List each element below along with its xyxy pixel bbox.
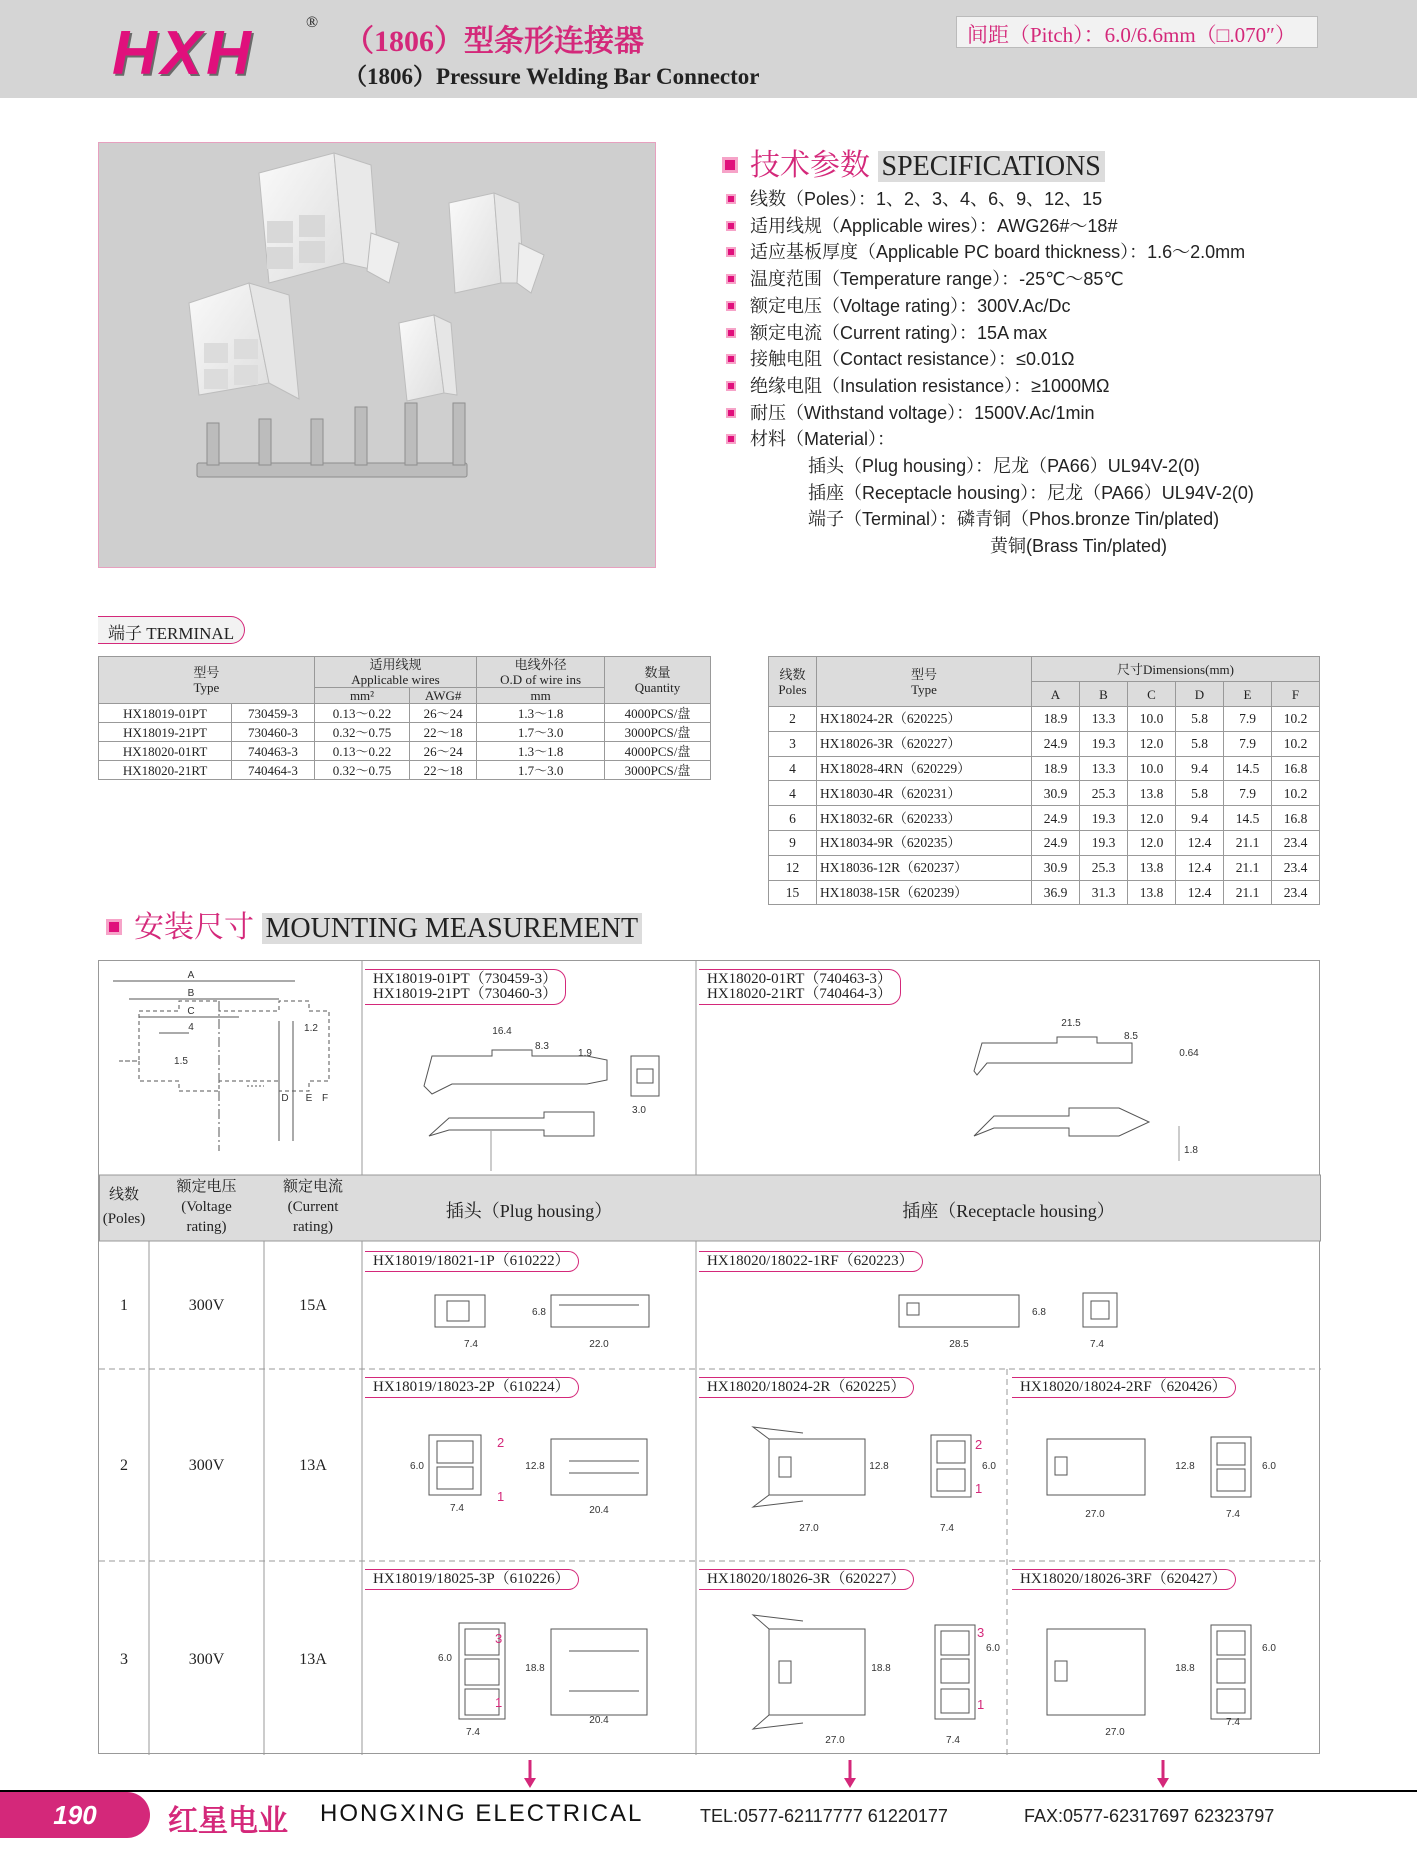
spec-list: [726, 186, 1254, 560]
table-row: [99, 761, 711, 780]
spec-item: 额定电压（Voltage rating）：300V.Ac/Dc: [726, 293, 1254, 320]
table-row: [99, 704, 711, 723]
dim-b: B: [187, 988, 195, 999]
th-qty-en: Quantity: [634, 680, 681, 695]
pin-number: 2: [975, 1437, 983, 1452]
dim-d: D: [281, 1093, 289, 1104]
table-cell: 1.3～1.8: [477, 742, 605, 761]
th-awg: AWG#: [410, 688, 477, 704]
plug-2p-label: HX18019/18023-2P（610224）: [365, 1377, 579, 1398]
receptacle-2r-label: HX18020/18024-2R（620225）: [699, 1377, 914, 1398]
table-cell: 13.3: [1080, 756, 1128, 781]
receptacle-1rf-drawing: [899, 1293, 1117, 1327]
dim-28-5: 28.5: [949, 1339, 969, 1350]
table-cell: 19.3: [1080, 806, 1128, 831]
th-dim-col: A: [1032, 682, 1080, 707]
table-cell: HX18030-4R（620231）: [816, 781, 1031, 806]
telephone: TEL:0577-62117777 61220177: [700, 1806, 948, 1826]
dim-6-0: 6.0: [438, 1653, 452, 1664]
table-cell: 0.32～0.75: [314, 723, 409, 742]
receptacle-3rf-drawing: [1047, 1625, 1251, 1719]
plug-3p-drawing: [459, 1623, 647, 1719]
pcb-layout-drawing: [113, 981, 329, 1151]
dim-27-0: 27.0: [825, 1735, 845, 1746]
dim-1-8: 1.8: [1184, 1145, 1198, 1156]
plug-1p-label: HX18019/18021-1P（610222）: [365, 1251, 579, 1272]
table-cell: 30.9: [1032, 855, 1080, 880]
th-dimensions: 尺寸Dimensions(mm): [1032, 657, 1320, 682]
dim-1-9: 1.9: [578, 1048, 592, 1059]
mounting-grid: [99, 961, 1321, 1755]
table-cell: 12.4: [1176, 855, 1224, 880]
table-cell: 24.9: [1032, 806, 1080, 831]
table-cell: 730460-3: [232, 723, 315, 742]
dim-0-64: 0.64: [1179, 1048, 1199, 1059]
th-type: 型号: [910, 666, 937, 682]
table-cell: HX18032-6R（620233）: [816, 806, 1031, 831]
th-od-en: O.D of wire ins: [500, 672, 582, 687]
dim-3-0: 3.0: [632, 1105, 646, 1116]
dim-1-2: 1.2: [304, 1023, 318, 1034]
table-cell: 23.4: [1272, 855, 1320, 880]
table-cell: 16.8: [1272, 756, 1320, 781]
dim-a: A: [187, 970, 195, 981]
dim-20-4: 20.4: [589, 1715, 609, 1726]
table-cell: 4: [769, 781, 817, 806]
table-cell: 9: [769, 830, 817, 855]
table-cell: 18.9: [1032, 756, 1080, 781]
terminal-label: 端子 TERMINAL: [98, 616, 245, 644]
pin-number: 1: [497, 1489, 505, 1504]
dim-27-0: 27.0: [799, 1523, 819, 1534]
th-dim-col: B: [1080, 682, 1128, 707]
dim-27-0: 27.0: [1105, 1727, 1125, 1738]
th-current: 额定电流 (Current rating): [282, 1179, 343, 1235]
table-cell: 31.3: [1080, 880, 1128, 905]
th-receptacle-housing: 插座（Receptacle housing）: [902, 1201, 1115, 1221]
th-type: 型号: [193, 665, 220, 680]
dim-7-4: 7.4: [1226, 1509, 1240, 1520]
terminal-drawing-2: [974, 1037, 1179, 1161]
spec-item: 适用线规（Applicable wires）：AWG26#～18#: [726, 213, 1254, 240]
receptacle-3r-label: HX18020/18026-3R（620227）: [699, 1569, 914, 1590]
product-photo: [98, 142, 656, 568]
table-cell: 19.3: [1080, 830, 1128, 855]
dim-18-8: 18.8: [525, 1663, 545, 1674]
dim-6-0: 6.0: [982, 1461, 996, 1472]
dim-8-3: 8.3: [535, 1041, 549, 1052]
table-cell: 21.1: [1224, 830, 1272, 855]
table-cell: HX18036-12R（620237）: [816, 855, 1031, 880]
dim-12-8: 12.8: [869, 1461, 889, 1472]
specs-heading-cn: 技术参数: [750, 149, 870, 182]
table-row: [769, 855, 1320, 880]
table-cell: HX18026-3R（620227）: [816, 731, 1031, 756]
registered-mark: ®: [306, 14, 319, 31]
material-item: 插头（Plug housing）：尼龙（PA66）UL94V-2(0): [808, 456, 1200, 477]
dim-1-5: 1.5: [174, 1056, 188, 1067]
table-row: [769, 707, 1320, 732]
dim-6-0: 6.0: [410, 1461, 424, 1472]
table-cell: 7.9: [1224, 707, 1272, 732]
dim-18-8: 18.8: [871, 1663, 891, 1674]
fax: FAX:0577-62317697 62323797: [1024, 1806, 1275, 1826]
dim-12-8: 12.8: [525, 1461, 545, 1472]
dim-4: 4: [188, 1022, 194, 1033]
th-mm: mm²: [314, 688, 409, 704]
table-cell: 12: [769, 855, 817, 880]
th-dim-col: E: [1224, 682, 1272, 707]
receptacle-2rf-label: HX18020/18024-2RF（620426）: [1012, 1377, 1236, 1398]
dim-6-8: 6.8: [1032, 1307, 1046, 1318]
table-cell: 14.5: [1224, 756, 1272, 781]
terminal-drawing-1: [424, 1050, 659, 1171]
table-cell: 10.0: [1128, 756, 1176, 781]
specs-heading-en: SPECIFICATIONS: [878, 151, 1105, 182]
th-dim-col: F: [1272, 682, 1320, 707]
th-qty: 数量: [644, 665, 671, 680]
down-arrows: [500, 1756, 1200, 1790]
th-wire: 适用线规: [369, 657, 422, 672]
table-cell: 10.2: [1272, 731, 1320, 756]
table-row: [769, 731, 1320, 756]
table-cell: 10.0: [1128, 707, 1176, 732]
spec-item: 耐压（Withstand voltage）：1500V.Ac/1min: [726, 400, 1254, 427]
receptacle-2r-drawing: [753, 1427, 971, 1507]
table-row: [769, 880, 1320, 905]
bullet-square-icon: [106, 919, 122, 935]
dim-c: C: [187, 1006, 195, 1017]
company-name-cn: 红星电业: [168, 1805, 288, 1838]
table-cell: 12.0: [1128, 806, 1176, 831]
table-cell: 740463-3: [232, 742, 315, 761]
dim-22-0: 22.0: [589, 1339, 609, 1350]
spec-item: 接触电阻（Contact resistance）：≤0.01Ω: [726, 346, 1254, 373]
table-cell: 3: [769, 731, 817, 756]
table-row: [769, 830, 1320, 855]
table-cell: 5.8: [1176, 731, 1224, 756]
table-cell: 9.4: [1176, 756, 1224, 781]
row-voltage: 300V: [188, 1651, 225, 1668]
table-cell: 1.7～3.0: [477, 761, 605, 780]
table-row: [99, 742, 711, 761]
table-cell: 3000PCS/盘: [605, 761, 711, 780]
table-cell: 1.7～3.0: [477, 723, 605, 742]
table-cell: 21.1: [1224, 880, 1272, 905]
table-row: [769, 781, 1320, 806]
dim-7-4: 7.4: [1226, 1717, 1240, 1728]
table-cell: 25.3: [1080, 781, 1128, 806]
table-cell: 26～24: [410, 742, 477, 761]
table-cell: HX18019-21PT: [99, 723, 232, 742]
table-cell: 16.8: [1272, 806, 1320, 831]
table-cell: 24.9: [1032, 731, 1080, 756]
table-row: [99, 723, 711, 742]
connector-illustration: [99, 143, 655, 567]
table-cell: 6: [769, 806, 817, 831]
table-cell: 4000PCS/盘: [605, 742, 711, 761]
table-cell: 9.4: [1176, 806, 1224, 831]
table-cell: 24.9: [1032, 830, 1080, 855]
receptacle-1rf-label: HX18020/18022-1RF（620223）: [699, 1251, 923, 1272]
table-cell: HX18020-01RT: [99, 742, 232, 761]
dim-20-4: 20.4: [589, 1505, 609, 1516]
table-cell: 22～18: [410, 761, 477, 780]
table-cell: 23.4: [1272, 830, 1320, 855]
mounting-heading-en: MOUNTING MEASUREMENT: [262, 913, 643, 944]
row-poles: 2: [120, 1457, 128, 1474]
table-cell: HX18034-9R（620235）: [816, 830, 1031, 855]
table-cell: 13.8: [1128, 880, 1176, 905]
material-item: 插座（Receptacle housing）：尼龙（PA66）UL94V-2(0): [808, 482, 1254, 503]
table-cell: 19.3: [1080, 731, 1128, 756]
table-cell: HX18024-2R（620225）: [816, 707, 1031, 732]
table-cell: 22～18: [410, 723, 477, 742]
footer-divider: [0, 1790, 1417, 1792]
table-cell: 13.8: [1128, 855, 1176, 880]
receptacle-3r-drawing: [753, 1615, 975, 1729]
pin-number: 1: [495, 1695, 503, 1710]
table-cell: HX18028-4RN（620229）: [816, 756, 1031, 781]
specs-heading: [722, 140, 1105, 184]
th-dim-col: C: [1128, 682, 1176, 707]
table-cell: 26～24: [410, 704, 477, 723]
table-cell: HX18019-01PT: [99, 704, 232, 723]
plug-3p-label: HX18019/18025-3P（610226）: [365, 1569, 579, 1590]
dim-6-8: 6.8: [532, 1307, 546, 1318]
receptacle-3rf-label: HX18020/18026-3RF（620427）: [1012, 1569, 1236, 1590]
table-cell: HX18020-21RT: [99, 761, 232, 780]
dim-18-8: 18.8: [1175, 1663, 1195, 1674]
table-cell: 3000PCS/盘: [605, 723, 711, 742]
spec-item: 线数（Poles）：1、2、3、4、6、9、12、15: [726, 186, 1254, 213]
mounting-heading: [106, 902, 642, 946]
table-cell: 10.2: [1272, 707, 1320, 732]
table-cell: 30.9: [1032, 781, 1080, 806]
th-type-en: Type: [911, 681, 937, 697]
row-voltage: 300V: [188, 1297, 225, 1314]
th-voltage: 额定电压 (Voltage rating): [176, 1179, 237, 1235]
dim-6-0: 6.0: [1262, 1461, 1276, 1472]
material-item-extra: 黄铜(Brass Tin/plated): [990, 536, 1168, 557]
th-plug-housing: 插头（Plug housing）: [445, 1201, 613, 1221]
table-cell: 12.4: [1176, 830, 1224, 855]
table-cell: 7.9: [1224, 781, 1272, 806]
table-row: [769, 806, 1320, 831]
dim-7-4: 7.4: [450, 1503, 464, 1514]
th-od: 电线外径: [514, 657, 567, 672]
row-current: 13A: [299, 1651, 327, 1668]
page-number: 190: [0, 1792, 150, 1838]
table-cell: 13.3: [1080, 707, 1128, 732]
th-wire-en: Applicable wires: [351, 672, 440, 687]
table-cell: 7.9: [1224, 731, 1272, 756]
table-cell: 12.4: [1176, 880, 1224, 905]
terminal-1-label: HX18019-01PT（730459-3） HX18019-21PT（730460-3）: [365, 969, 566, 1005]
dim-7-4: 7.4: [1090, 1339, 1104, 1350]
dim-16-4: 16.4: [492, 1026, 512, 1037]
th-poles-en: Poles: [778, 681, 807, 697]
row-poles: 1: [120, 1297, 128, 1314]
dim-6-0: 6.0: [1262, 1643, 1276, 1654]
pin-number: 3: [495, 1631, 503, 1646]
table-cell: 21.1: [1224, 855, 1272, 880]
table-cell: 10.2: [1272, 781, 1320, 806]
company-name-en: HONGXING ELECTRICAL: [320, 1800, 644, 1827]
terminal-2-label: HX18020-01RT（740463-3） HX18020-21RT（740464-3）: [699, 969, 901, 1005]
th-poles: 线数 (Poles): [102, 1187, 146, 1227]
th-poles: 线数: [779, 666, 806, 682]
pin-number: 1: [975, 1481, 983, 1496]
table-cell: 13.8: [1128, 781, 1176, 806]
row-current: 15A: [299, 1297, 327, 1314]
table-cell: HX18038-15R（620239）: [816, 880, 1031, 905]
spec-item: 温度范围（Temperature range）：-25℃～85℃: [726, 266, 1254, 293]
dim-8-5: 8.5: [1124, 1031, 1138, 1042]
row-current: 13A: [299, 1457, 327, 1474]
mounting-drawings: [98, 960, 1320, 1754]
table-cell: 740464-3: [232, 761, 315, 780]
dim-21-5: 21.5: [1061, 1018, 1081, 1029]
table-cell: 0.13～0.22: [314, 704, 409, 723]
table-cell: 15: [769, 880, 817, 905]
table-cell: 5.8: [1176, 707, 1224, 732]
table-cell: 12.0: [1128, 731, 1176, 756]
dim-6-0: 6.0: [986, 1643, 1000, 1654]
receptacle-2rf-drawing: [1047, 1437, 1251, 1497]
terminal-table: [98, 656, 711, 780]
spec-item: 适应基板厚度（Applicable PC board thickness）：1.6～2.0mm: [726, 239, 1254, 266]
dim-e: E: [305, 1093, 313, 1104]
material-item: 端子（Terminal）：磷青铜（Phos.bronze Tin/plated): [808, 509, 1220, 530]
table-cell: 23.4: [1272, 880, 1320, 905]
table-cell: 5.8: [1176, 781, 1224, 806]
table-cell: 12.0: [1128, 830, 1176, 855]
pin-number: 3: [977, 1625, 985, 1640]
table-cell: 1.3～1.8: [477, 704, 605, 723]
table-cell: 0.13～0.22: [314, 742, 409, 761]
dim-12-8: 12.8: [1175, 1461, 1195, 1472]
dim-27-0: 27.0: [1085, 1509, 1105, 1520]
pitch-label: 间距（Pitch）：6.0/6.6mm（□.070″）: [956, 16, 1318, 48]
th-od-unit: mm: [477, 688, 605, 704]
table-cell: 18.9: [1032, 707, 1080, 732]
table-cell: 14.5: [1224, 806, 1272, 831]
bullet-square-icon: [722, 157, 738, 173]
table-cell: 0.32～0.75: [314, 761, 409, 780]
pin-number: 1: [977, 1697, 985, 1712]
th-type-en: Type: [193, 680, 220, 695]
dim-7-4: 7.4: [946, 1735, 960, 1746]
dim-f: F: [321, 1093, 329, 1104]
mounting-heading-cn: 安装尺寸: [134, 911, 254, 944]
table-cell: 4: [769, 756, 817, 781]
dimensions-table: [768, 656, 1320, 905]
dim-7-4: 7.4: [940, 1523, 954, 1534]
spec-item: 额定电流（Current rating）：15A max: [726, 320, 1254, 347]
pin-number: 2: [497, 1435, 505, 1450]
dim-7-4: 7.4: [464, 1339, 478, 1350]
page-title-cn: （1806）型条形连接器: [344, 25, 644, 58]
dim-7-4: 7.4: [466, 1727, 480, 1738]
table-cell: 36.9: [1032, 880, 1080, 905]
row-voltage: 300V: [188, 1457, 225, 1474]
table-row: [769, 756, 1320, 781]
page-title-en: （1806）Pressure Welding Bar Connector: [344, 64, 760, 89]
table-cell: 730459-3: [232, 704, 315, 723]
table-cell: 4000PCS/盘: [605, 704, 711, 723]
company-logo: HXH: [112, 19, 255, 88]
table-cell: 2: [769, 707, 817, 732]
th-dim-col: D: [1176, 682, 1224, 707]
spec-item: 绝缘电阻（Insulation resistance）：≥1000MΩ: [726, 373, 1254, 400]
spec-item: 材料（Material）：: [726, 426, 1254, 453]
table-cell: 25.3: [1080, 855, 1128, 880]
row-poles: 3: [120, 1651, 128, 1668]
